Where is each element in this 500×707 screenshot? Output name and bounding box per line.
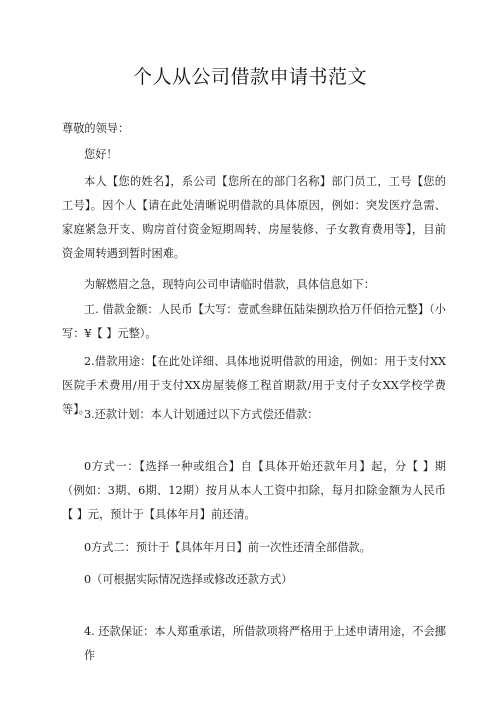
repay-option-one: 0方式一：【选择一种或组合】自【具体开始还款年月】起，分【 】期（例如：3期、6期、12期）按月从本人工资中扣除，每月扣除金额为人民币【 】元，预计于【具体年月】前还清。 xyxy=(62,460,446,521)
amount-item: 工. 借款金额：人民币【大写：壹贰叁肆伍陆柒捌玖拾万仟佰拾元整】（小写：¥【 】元整）。 xyxy=(62,303,446,340)
request-line: 为解燃眉之急，现特向公司申请临时借款，具体信息如下： xyxy=(84,278,375,291)
guarantee-item: 4. 还款保证：本人郑重承诺，所借款项将严格用于上述申请用途，不会挪作 xyxy=(84,625,446,662)
salutation: 尊敬的领导： xyxy=(62,122,130,135)
document-title: 个人从公司借款申请书范文 xyxy=(132,66,367,88)
greeting: 您好！ xyxy=(84,148,118,161)
repay-option-two: 0方式二：预计于【具体年月日】前一次性还清全部借款。 xyxy=(84,541,371,554)
purpose-item: 2.借款用途：【在此处详细、具体地说明借款的用途，例如：用于支付XX医院手术费用/用于支付XX房屋装修工程首期款/用于支付子女XX学校学费等】。 xyxy=(62,355,446,416)
repay-note: 0（可根据实际情况选择或修改还款方式） xyxy=(84,573,293,586)
intro-paragraph: 本人【您的姓名】，系公司【您所在的部门名称】部门员工，工号【您的工号】。因个人【请在此处清晰说明借款的具体原因，例如：突发医疗急需、家庭紧急开支、购房首付资金短期周转、房屋装修、子女教育费用等】，目前资金周转遇到暂时困难。 xyxy=(62,175,446,260)
repayment-plan-item: 3.还款计划：本人计划通过以下方式偿还借款： xyxy=(84,408,319,421)
